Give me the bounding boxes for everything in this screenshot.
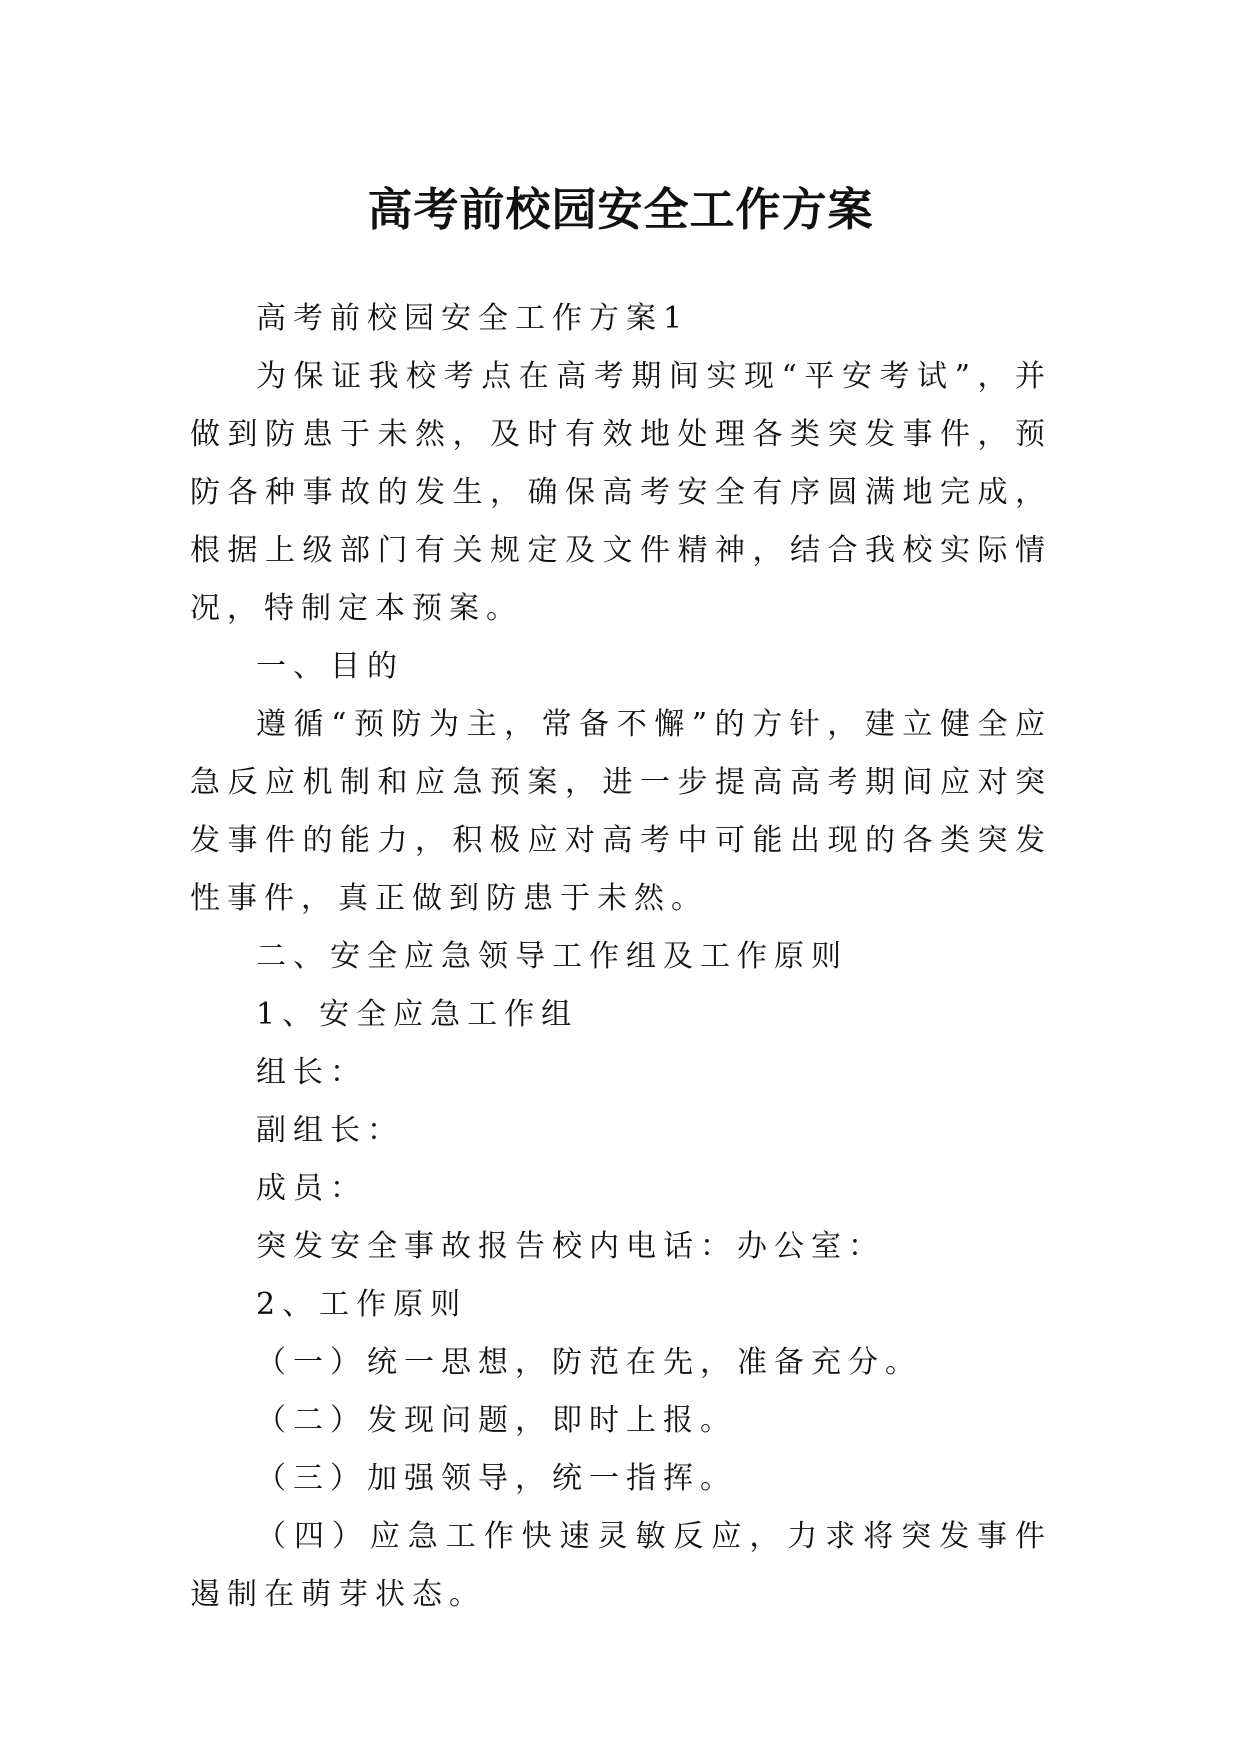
principle-item: （一）统一思想，防范在先，准备充分。 bbox=[256, 1345, 922, 1380]
intro-paragraph: 为保证我校考点在高考期间实现“平安考试”，并做到防患于未然，及时有效地处理各类突发事件，预防各种事故的发生，确保高考安全有序圆满地完成，根据上级部门有关规定及文件精神，结合我校实际情况，特制定本预案。 bbox=[190, 359, 1052, 626]
section-heading: 二、安全应急领导工作组及工作原则 bbox=[256, 939, 848, 974]
deputy-leader-line: 副组长： bbox=[256, 1113, 404, 1148]
document-body bbox=[190, 290, 1052, 1624]
document-title: 高考前校园安全工作方案 bbox=[367, 183, 874, 237]
principle-item: （三）加强领导，统一指挥。 bbox=[256, 1461, 737, 1496]
principle-item: （四）应急工作快速灵敏反应，力求将突发事件遏制在萌芽状态。 bbox=[190, 1519, 1052, 1612]
principle-item: （二）发现问题，即时上报。 bbox=[256, 1403, 737, 1438]
section-heading: 高考前校园安全工作方案1 bbox=[256, 301, 690, 336]
subsection-heading: 1、安全应急工作组 bbox=[256, 997, 579, 1032]
report-phone-line: 突发安全事故报告校内电话：办公室： bbox=[256, 1229, 885, 1264]
members-line: 成员： bbox=[256, 1171, 367, 1206]
section-heading: 一、目的 bbox=[256, 649, 404, 684]
leader-line: 组长： bbox=[256, 1055, 367, 1090]
purpose-paragraph: 遵循“预防为主，常备不懈”的方针，建立健全应急反应机制和应急预案，进一步提高高考期间应对突发事件的能力，积极应对高考中可能出现的各类突发性事件，真正做到防患于未然。 bbox=[190, 707, 1052, 916]
subsection-heading: 2、工作原则 bbox=[256, 1287, 468, 1322]
